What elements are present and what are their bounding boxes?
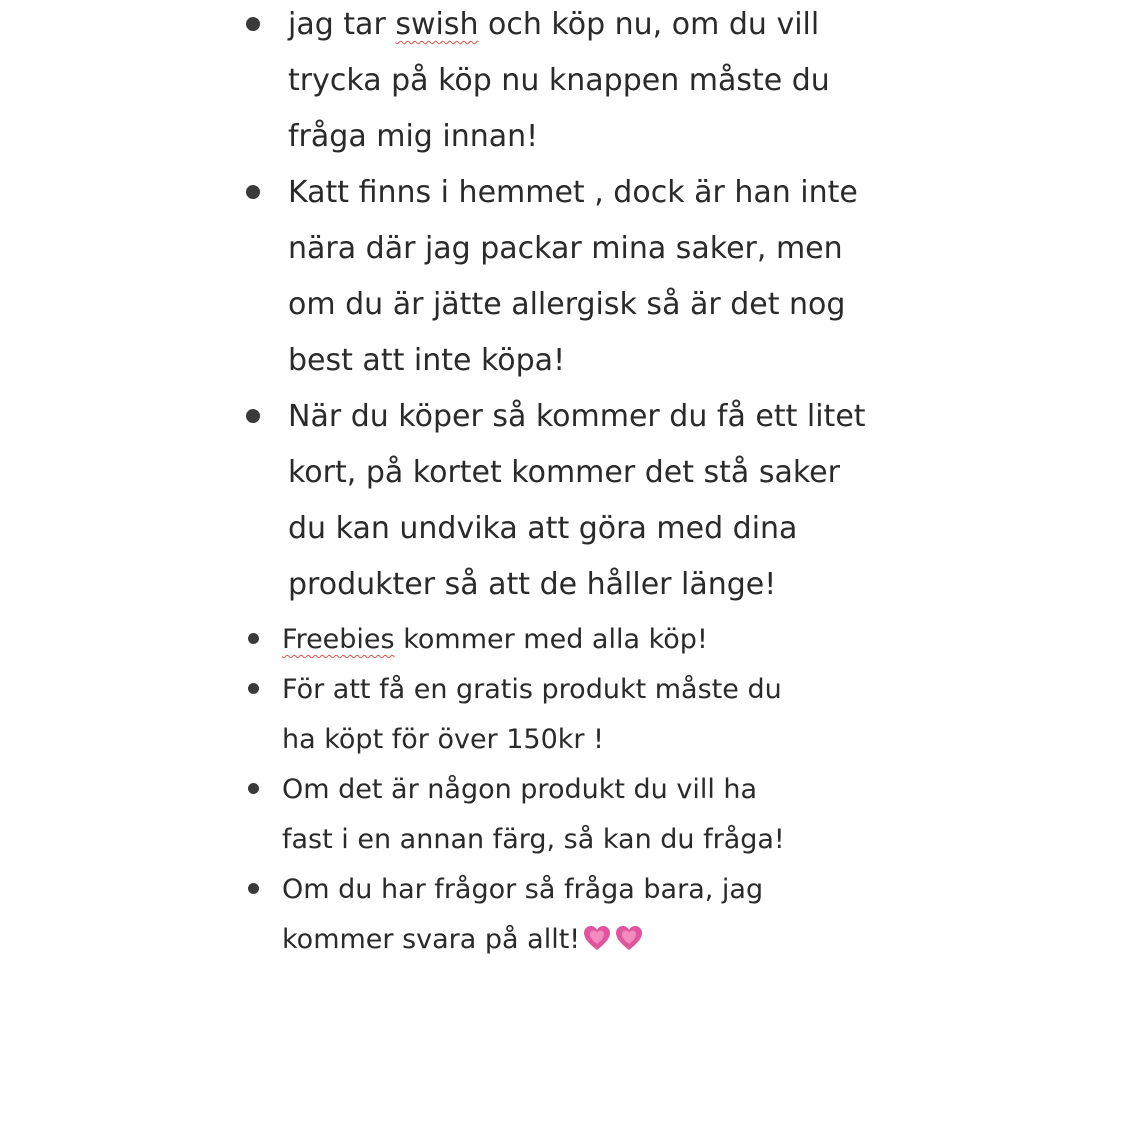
bullet-icon bbox=[248, 683, 259, 694]
item-text-pre: jag tar bbox=[288, 7, 396, 42]
bullet-icon bbox=[248, 783, 259, 794]
item-text-post: kommer med alla köp! bbox=[394, 624, 708, 655]
bullet-icon bbox=[248, 633, 259, 644]
item-text: För att få en gratis produkt måste du ha köpt för över 150kr ! bbox=[282, 674, 782, 755]
list-item bbox=[282, 865, 802, 965]
heart-emoji-group bbox=[580, 924, 644, 955]
spellcheck-word[interactable]: Freebies bbox=[282, 624, 395, 655]
item-text: Om det är någon produkt du vill ha fast i en annan färg, så kan du fråga! bbox=[282, 774, 785, 855]
bullet-icon bbox=[246, 17, 260, 31]
item-text: Om du har frågor så fråga bara, jag kommer svara på allt! bbox=[282, 874, 764, 955]
list-item bbox=[288, 165, 868, 389]
bullet-icon bbox=[246, 409, 260, 423]
item-text: När du köper så kommer du få ett litet kort, på kortet kommer det stå saker du kan undvika att göra med dina produkter så att de håller länge! bbox=[288, 399, 866, 602]
list-item bbox=[282, 615, 802, 665]
list-item bbox=[282, 765, 802, 865]
growing-heart-icon bbox=[582, 924, 612, 952]
spellcheck-word[interactable]: swish bbox=[395, 7, 479, 42]
item-text-post: och köp nu, om du vill trycka på köp nu knappen måste du fråga mig innan! bbox=[288, 7, 830, 154]
bullet-icon bbox=[248, 883, 259, 894]
bullet-icon bbox=[246, 185, 260, 199]
list-item bbox=[288, 0, 868, 165]
list-item bbox=[288, 389, 868, 613]
info-list-small bbox=[0, 615, 1125, 965]
list-item bbox=[282, 665, 802, 765]
item-text: Katt finns i hemmet , dock är han inte nära där jag packar mina saker, men om du är jätte allergisk så är det nog best att inte köpa! bbox=[288, 175, 858, 378]
growing-heart-icon bbox=[614, 924, 644, 952]
